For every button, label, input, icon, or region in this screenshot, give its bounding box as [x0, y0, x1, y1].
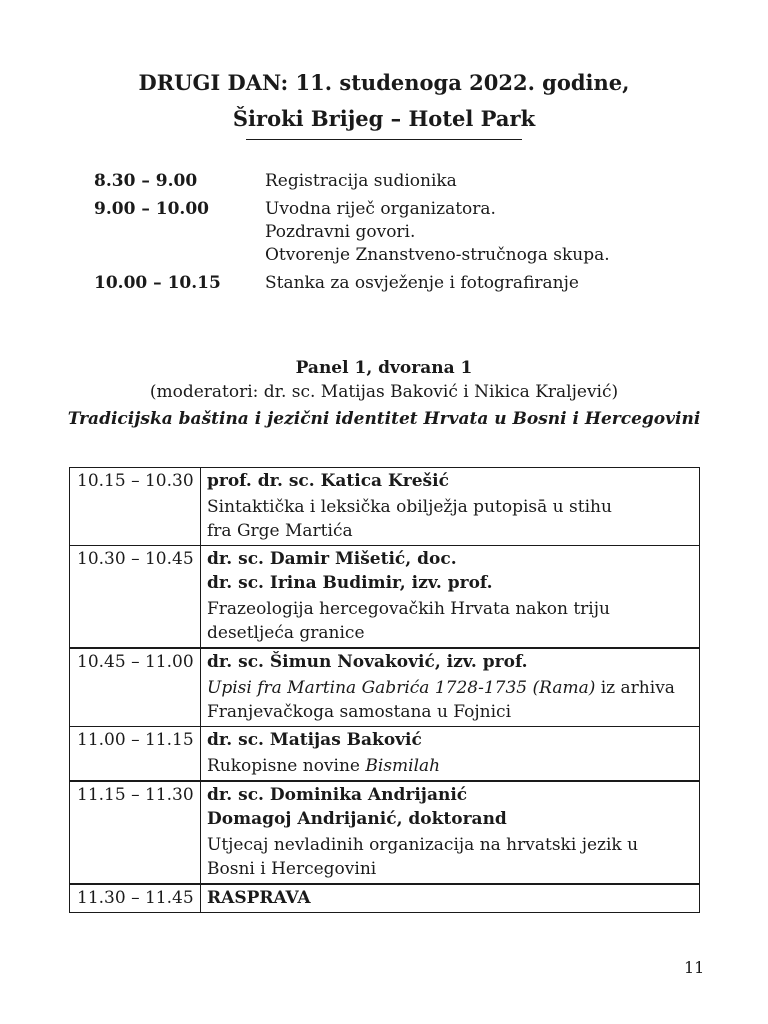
page-number: 11 — [684, 958, 705, 977]
panel-topic: Tradicijska baština i jezični identitet Hrvata u Bosni i Hercegovini — [67, 409, 701, 429]
talk-title-line: Franjevačkoga samostana u Fojnici — [207, 702, 512, 722]
talk-title — [207, 495, 694, 543]
talk-cell — [201, 648, 700, 727]
slot-time: 11.30 – 11.45 — [70, 884, 201, 913]
talk-title — [207, 754, 694, 778]
talk-author: dr. sc. Irina Budimir, izv. prof. — [207, 573, 493, 593]
talk-title — [207, 833, 694, 881]
schedule-item: Uvodna riječ organizatora. — [265, 199, 496, 219]
table-row — [70, 884, 700, 913]
table-row — [70, 727, 700, 782]
talk-title — [207, 676, 694, 724]
talk-title-rest: iz arhiva — [595, 678, 675, 698]
talk-title-line: Bosni i Hercegovini — [207, 859, 377, 879]
schedule-item: Otvorenje Znanstveno-stručnoga skupa. — [265, 245, 610, 265]
table-row — [70, 648, 700, 727]
talk-author: Domagoj Andrijanić, doktorand — [207, 809, 507, 829]
slot-time: 11.15 – 11.30 — [70, 781, 201, 884]
slot-time: 10.45 – 11.00 — [70, 648, 201, 727]
talk-cell — [201, 781, 700, 884]
talk-title-line: fra Grge Martića — [207, 521, 353, 541]
talk-title-line: Sintaktička i leksička obilježja putopisā u stihu — [207, 497, 612, 517]
talk-cell — [201, 727, 700, 782]
schedule-time: 9.00 – 10.00 — [94, 199, 209, 219]
panel-moderators: (moderatori: dr. sc. Matijas Baković i Nikica Kraljević) — [149, 382, 619, 402]
talk-cell — [201, 468, 700, 546]
schedule-time: 10.00 – 10.15 — [94, 273, 221, 293]
talk-title — [207, 597, 694, 645]
discussion-label: RASPRAVA — [207, 888, 311, 908]
talk-title-italic: Upisi fra Martina Gabrića 1728-1735 (Rama) — [207, 678, 596, 698]
slot-time: 11.00 – 11.15 — [70, 727, 201, 782]
panel-heading: Panel 1, dvorana 1 — [295, 358, 473, 378]
slot-time: 10.30 – 10.45 — [70, 546, 201, 649]
schedule-item: Pozdravni govori. — [265, 222, 416, 242]
program-table — [69, 467, 700, 913]
talk-title-line: Frazeologija hercegovačkih Hrvata nakon triju — [207, 599, 610, 619]
talk-cell — [201, 546, 700, 649]
table-row — [70, 546, 700, 649]
talk-title-line: desetljeća granice — [207, 623, 365, 643]
talk-cell — [201, 884, 700, 913]
table-row — [70, 781, 700, 884]
heading-underline — [246, 139, 522, 140]
table-row — [70, 468, 700, 546]
talk-title-line: Utjecaj nevladinih organizacija na hrvatski jezik u — [207, 835, 639, 855]
talk-author: dr. sc. Matijas Baković — [207, 730, 422, 750]
slot-time: 10.15 – 10.30 — [70, 468, 201, 546]
talk-author: dr. sc. Dominika Andrijanić — [207, 785, 468, 805]
talk-author: dr. sc. Damir Mišetić, doc. — [207, 549, 457, 569]
talk-author: prof. dr. sc. Katica Krešić — [207, 471, 449, 491]
talk-title-italic: Bismilah — [365, 756, 441, 776]
schedule-item: Registracija sudionika — [265, 171, 457, 191]
day-heading: DRUGI DAN: 11. studenoga 2022. godine, — [138, 70, 630, 95]
talk-title-plain: Rukopisne novine — [207, 756, 366, 776]
talk-author: dr. sc. Šimun Novaković, izv. prof. — [207, 652, 528, 672]
schedule-item: Stanka za osvježenje i fotografiranje — [265, 273, 579, 293]
schedule-time: 8.30 – 9.00 — [94, 171, 198, 191]
venue-heading: Široki Brijeg – Hotel Park — [232, 106, 536, 131]
